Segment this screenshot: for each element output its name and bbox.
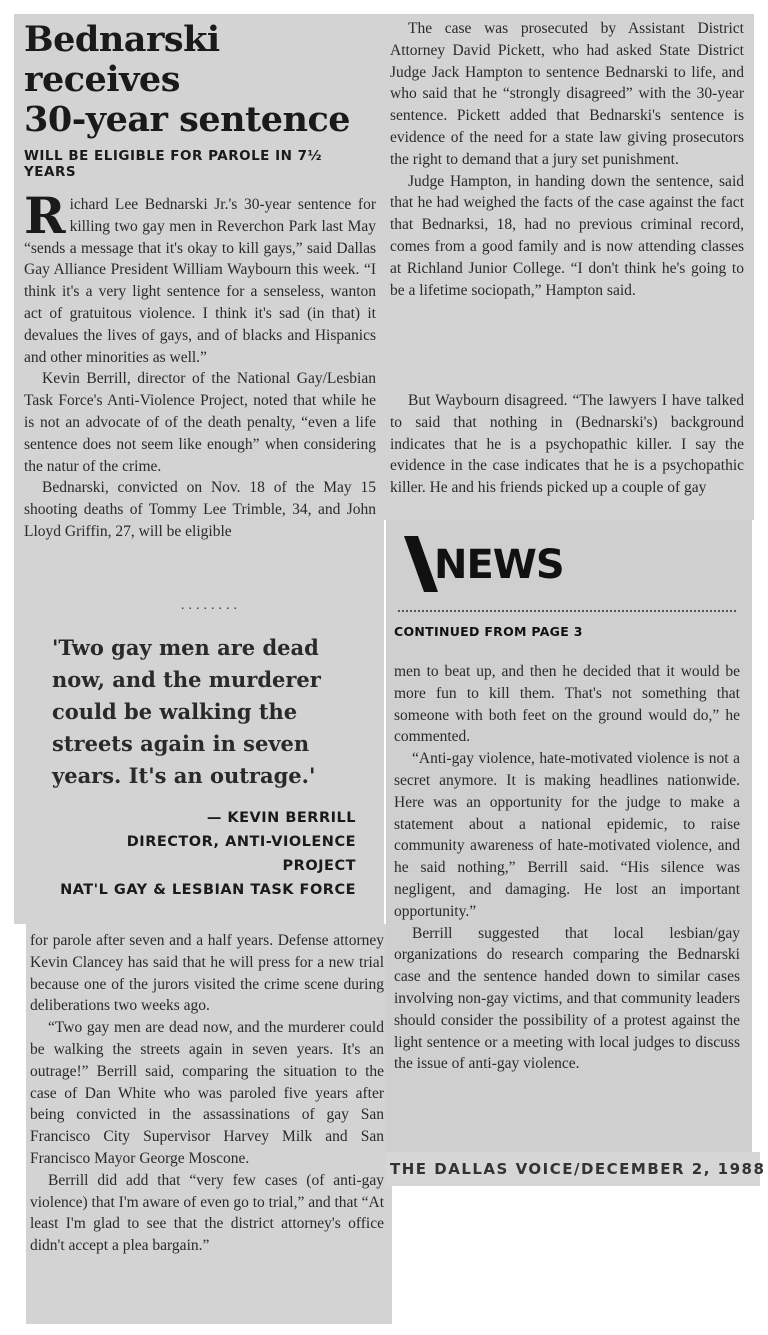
article-intro-text xyxy=(24,186,376,543)
continued-label: CONTINUED FROM PAGE 3 xyxy=(394,624,583,639)
pull-quote-line-5: years. It's an outrage.' xyxy=(52,763,316,788)
attribution-name: — KEVIN BERRILL xyxy=(206,810,356,826)
paragraph-4: for parole after seven and a half years. Defense attorney Kevin Clancey has said that he will press for a new trial because one of the jurors visited the crime scene during deliberations two weeks ago. xyxy=(30,932,384,1015)
headline-line-2: 30-year sentence xyxy=(24,99,351,140)
pull-quote-line-4: streets again in seven xyxy=(52,731,310,756)
article-continuation-clipping xyxy=(26,924,392,1324)
dots-divider-top: ........ xyxy=(181,598,241,613)
headline-line-1: Bednarski receives xyxy=(24,19,220,100)
waybourn-clipping xyxy=(384,386,754,520)
paragraph-1: Richard Lee Bednarski Jr.'s 30-year sentence for killing two gay men in Reverchon Park last May “sends a message that it's okay to kill gays,” said Dallas Gay Alliance President William Waybourn this week. “I think it's a very light sentence for a senseless, wanton act of gratuitous violence. I think it's sad (in that) it devalues the lives of gays, and of blacks and Hispanics and other minorities as well.” xyxy=(24,186,376,366)
subheadline: WILL BE ELIGIBLE FOR PAROLE IN 7½ YEARS xyxy=(24,148,322,180)
attribution-title: DIRECTOR, ANTI-VIOLENCE PROJECT xyxy=(126,834,356,874)
drop-cap: R xyxy=(24,186,66,245)
right-column-text xyxy=(390,18,744,301)
pull-quote-line-3: could be walking the xyxy=(52,699,298,724)
news-logo: NEWS xyxy=(434,542,564,588)
news-continued-clipping xyxy=(386,520,752,1152)
pull-quote-line-1: 'Two gay men are dead xyxy=(52,635,319,660)
waybourn-text xyxy=(390,390,744,499)
footer-clipping xyxy=(386,1152,766,1186)
paragraph-10: men to beat up, and then he decided that it would be more fun to kill them. That's not something that someone with both feet on the ground would do,” he commented. xyxy=(394,663,740,746)
paragraph-11: “Anti-gay violence, hate-motivated violence is not a secret anymore. It is making headlines nationwide. Here was an opportunity for the judge to make a statement about a national epidemic, to raise community awareness of hate-motivated violence, and he said nothing,” Berrill said. “His silence was negligent, and damaging. He lost an important opportunity.” xyxy=(394,750,740,920)
news-continued-text xyxy=(394,661,740,1075)
paragraph-5: “Two gay men are dead now, and the murderer could be walking the streets again in seven years. It's an outrage!” Berrill said, comparing the situation to the case of Dan White who was paroled five years after being convicted in the assassinations of gay San Francisco City Supervisor Harvey Milk and San Francisco Mayor George Moscone. xyxy=(30,1019,384,1167)
paragraph-8: Judge Hampton, in handing down the sentence, said that he had weighed the facts of the case against the fact that Bednarksi, 18, had no previous criminal record, comes from a good family and is now attending classes at Richland Junior College. “I don't think he's going to be a lifetime sociopath,” Hampton said. xyxy=(390,172,744,299)
pull-quote-line-2: now, and the murderer xyxy=(52,667,321,692)
paragraph-3: Bednarski, convicted on Nov. 18 of the May 15 shooting deaths of Tommy Lee Trimble, 34, and John Lloyd Griffin, 27, will be eligible xyxy=(24,479,376,540)
paragraph-9: But Waybourn disagreed. “The lawyers I have talked to said that nothing in (Bednarski's) background indicates that he is a psychopathic killer. I say the evidence in the case indicates that he is a psychopathic killer. He and his friends picked up a couple of gay xyxy=(390,392,744,497)
news-logo-block xyxy=(394,530,740,592)
paragraph-6: Berrill did add that “very few cases (of anti-gay violence) that I'm aware of even go to trial,” and that “At least I'm glad to see that the district attorney's office didn't accept a plea bargain.” xyxy=(30,1171,384,1255)
publication-credit: THE DALLAS VOICE/DECEMBER 2, 1988 xyxy=(390,1160,766,1178)
paragraph-2: Kevin Berrill, director of the National Gay/Lesbian Task Force's Anti-Violence Project, noted that while he is not an advocate of of the death penalty, “even a life sentence does not seem like enough” when considering the natur of the crime. xyxy=(24,370,376,475)
pullquote-clipping xyxy=(14,572,384,924)
pull-quote-attribution xyxy=(52,806,370,902)
right-column-clipping xyxy=(384,14,754,386)
paragraph-12: Berrill suggested that local lesbian/gay organizations do research comparing the Bednarski case and the sentence handed down to similar cases involving non-gay victims, and that community leaders should consider the possibility of a protest against the light sentence or a meeting with local judges to discuss the issue of anti-gay violence. xyxy=(394,924,740,1073)
article-continuation-text xyxy=(30,930,384,1257)
paragraph-7: The case was prosecuted by Assistant District Attorney David Pickett, who had asked State District Judge Jack Hampton to sentence Bednarski to life, and who said that he “strongly disagreed” with the 30-year sentence. Pickett added that Bednarski's sentence is evidence of the need for a state law giving prosecutors the right to demand that a jury set punishment. xyxy=(390,20,744,168)
pull-quote xyxy=(52,632,370,792)
attribution-org: NAT'L GAY & LESBIAN TASK FORCE xyxy=(60,882,356,898)
headline-clipping xyxy=(14,14,384,572)
dotted-rule xyxy=(398,610,736,612)
